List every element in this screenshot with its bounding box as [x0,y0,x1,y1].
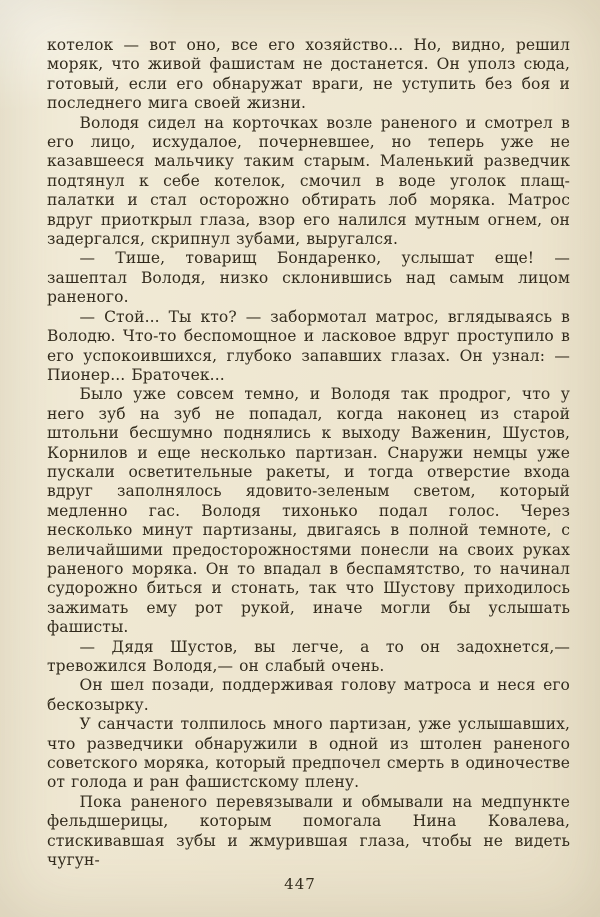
paragraph: — Стой... Ты кто? — забормотал матрос, вглядываясь в Володю. Что-то беспомощное и ласковое вдруг проступило в его успокоившихся, глубоко запавших глазах. Он узнал: — Пионер... Браточек... [47,307,570,384]
paragraph: — Тише, товарищ Бондаренко, услышат еще! — зашептал Володя, низко склонившись над самым лицом раненого. [47,249,570,307]
paragraph: — Дядя Шустов, вы легче, а то он задохнется,— тревожился Володя,— он слабый очень. [47,637,570,675]
paragraph: Он шел позади, поддерживая голову матроса и неся его бескозырку. [47,676,570,714]
page-number: 447 [284,875,316,893]
paragraph: Пока раненого перевязывали и обмывали на медпункте фельдшерицы, которым помогала Нина Ковалева, стискивавшая зубы и жмурившая глаза, чтобы не видеть чугун- [47,792,570,870]
paragraph: Было уже совсем темно, и Володя так продрог, что у него зуб на зуб не попадал, когда наконец из старой штольни бесшумно поднялись к выходу Важенин, Шустов, Корнилов и еще несколько партизан. Снаружи немцы уже пускали осветительные ракеты, и тогда отверстие входа вдруг заполнялось ядовито-зеленым светом, который медленно гас. Володя тихонько подал голос. Через несколько минут партизаны, двигаясь в полной темноте, с величайшими предосторожностями понесли на своих руках раненого моряка. Он то впадал в беспамятство, то начинал судорожно биться и стонать, так что Шустову приходилось зажимать ему рот рукой, иначе могли бы услышать фашисты. [47,385,570,637]
text-block [47,36,570,870]
paragraph: У санчасти толпилось много партизан, уже услышавших, что разведчики обнаружили в одной из штолен раненого советского моряка, который предпочел смерть в одиночестве от голода и ран фашистскому плену. [47,715,570,792]
paragraph: Володя сидел на корточках возле раненого и смотрел в его лицо, исхудалое, почерневшее, но теперь уже не казавшееся мальчику таким старым. Маленький разведчик подтянул к себе котелок, смочил в воде уголок плащ-палатки и стал осторожно обтирать лоб моряка. Матрос вдруг приоткрыл глаза, взор его налился мутным огнем, он задергался, скрипнул зубами, выругался. [47,113,570,249]
paragraph: котелок — вот оно, все его хозяйство... Но, видно, решил моряк, что живой фашистам не достанется. Он уполз сюда, готовый, если его обнаружат враги, не уступить без боя и последнего мига своей жизни. [47,36,570,113]
